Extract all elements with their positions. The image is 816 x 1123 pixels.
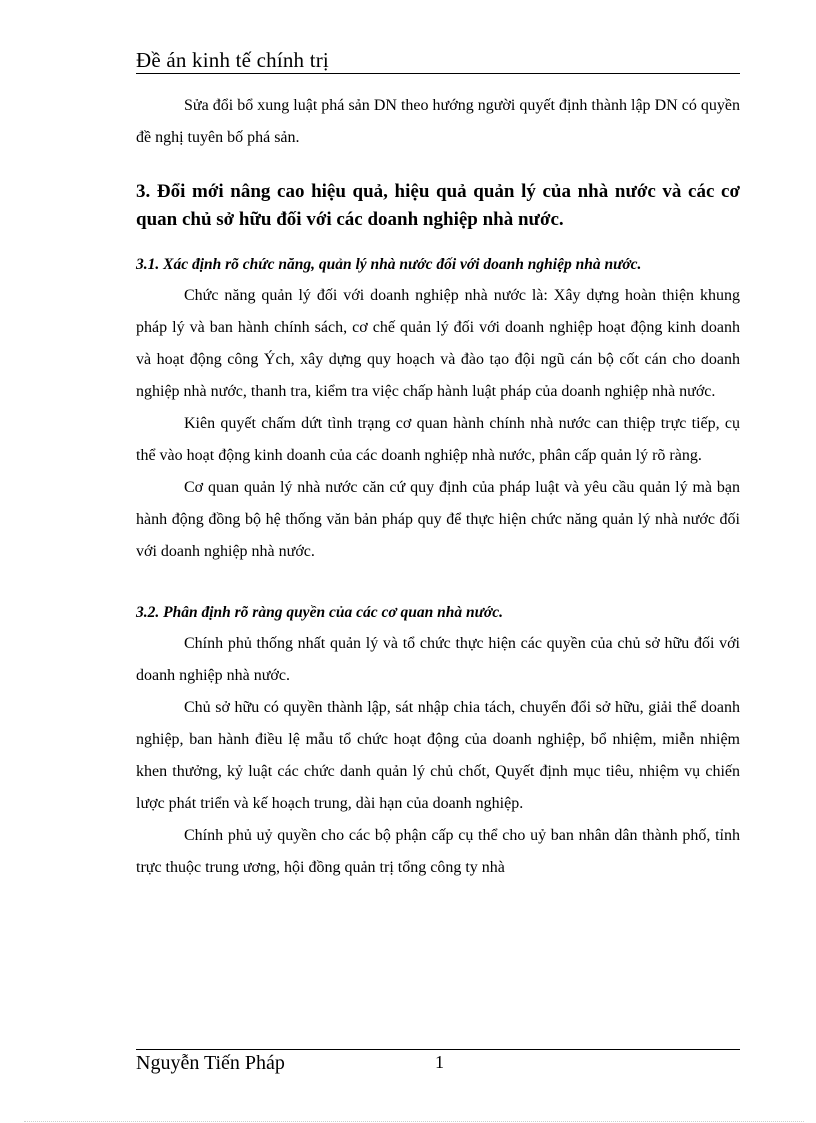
intro-paragraph: Sửa đổi bổ xung luật phá sản DN theo hướng người quyết định thành lập DN có quyền đề nghị tuyên bố phá sản.: [136, 97, 740, 146]
page-edge: [24, 1121, 804, 1122]
paragraph: Kiên quyết chấm dứt tình trạng cơ quan hành chính nhà nước can thiệp trực tiếp, cụ thể vào hoạt động kinh doanh của các doanh nghiệp nhà nước, phân cấp quản lý rõ ràng.: [136, 415, 740, 464]
paragraph: Chính phủ uỷ quyền cho các bộ phận cấp cụ thể cho uỷ ban nhân dân thành phố, tỉnh trực thuộc trung ương, hội đồng quản trị tổng công ty nhà: [136, 827, 740, 876]
header-title: Đề án kinh tế chính trị: [136, 48, 329, 72]
subsection-heading: 3.2. Phân định rõ ràng quyền của các cơ quan nhà nước.: [136, 604, 503, 621]
paragraph: Chính phủ thống nhất quản lý và tổ chức thực hiện các quyền của chủ sở hữu đối với doanh nghiệp nhà nước.: [136, 635, 740, 684]
header-rule: [136, 73, 740, 74]
subsection-heading: 3.1. Xác định rõ chức năng, quản lý nhà nước đối với doanh nghiệp nhà nước.: [136, 256, 642, 273]
paragraph: Cơ quan quản lý nhà nước căn cứ quy định của pháp luật và yêu cầu quản lý mà bạn hành động đồng bộ hệ thống văn bản pháp quy để thực hiện chức năng quản lý nhà nước đối với doanh nghiệp nhà nước.: [136, 479, 740, 560]
page-number: 1: [435, 1052, 444, 1072]
footer-rule: [136, 1049, 740, 1050]
section-heading: 3. Đổi mới nâng cao hiệu quả, hiệu quả quản lý của nhà nước và các cơ quan chủ sở hữu đối với các doanh nghiệp nhà nước.: [136, 181, 740, 230]
paragraph: Chức năng quản lý đối với doanh nghiệp nhà nước là: Xây dựng hoàn thiện khung pháp lý và ban hành chính sách, cơ chế quản lý đối với doanh nghiệp hoạt động kinh doanh và hoạt động công Ých, xây dựng quy hoạch và đào tạo đội ngũ cán bộ cốt cán cho doanh nghiệp nhà nước, thanh tra, kiểm tra việc chấp hành luật pháp của doanh nghiệp nhà nước.: [136, 287, 740, 400]
document-body: [136, 90, 740, 884]
footer-author: Nguyễn Tiến Pháp: [136, 1052, 285, 1074]
paragraph: Chủ sở hữu có quyền thành lập, sát nhập chia tách, chuyển đổi sở hữu, giải thể doanh nghiệp, ban hành điều lệ mẫu tổ chức hoạt động của doanh nghiệp, bổ nhiệm, miễn nhiệm khen thưởng, kỷ luật các chức danh quản lý chủ chốt, Quyết định mục tiêu, nhiệm vụ chiến lược phát triển và kế hoạch trung, dài hạn của doanh nghiệp.: [136, 699, 740, 812]
